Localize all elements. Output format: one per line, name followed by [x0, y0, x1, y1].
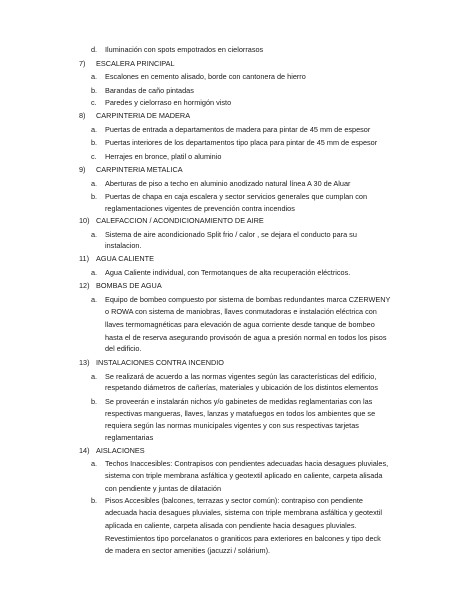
section-number: 14) — [79, 446, 90, 455]
item-marker: a. — [91, 72, 98, 81]
body-line: de madera en sector amenities (jacuzzi / solárium). — [105, 546, 271, 555]
body-line: reglamentaciones vigentes de prevención contra incendios — [105, 204, 295, 213]
body-line: respetando diámetros de cañerías, materiales y ubicación de los distintos elementos — [105, 383, 378, 392]
body-line: Se proveerán e instalarán nichos y/o gabinetes de medidas reglamentarias con las — [105, 397, 373, 406]
body-line: Sistema de aire acondicionado Split frio / calor , se dejara el conducto para su — [105, 230, 357, 239]
item-marker: b. — [91, 192, 98, 201]
body-line: instalacion. — [105, 241, 142, 250]
body-line: hasta el de reserva asegurando provisoón de agua a presión normal en todos los pisos — [105, 333, 387, 342]
body-line: Aberturas de piso a techo en aluminio anodizado natural línea A 30 de Aluar — [105, 179, 351, 188]
body-line: Techos Inaccesibles: Contrapisos con pendientes adecuadas hacia desagues pluviales, — [105, 459, 389, 468]
body-line: adecuada hacia desagues pluviales, sistema con triple membrana asfáltica y geotextil — [105, 508, 383, 517]
body-line: requiera según las normas municipales vigentes y con sus respectivas tarjetas — [105, 421, 359, 430]
item-marker: b. — [91, 86, 98, 95]
body-line: Herrajes en bronce, platil o aluminio — [105, 152, 222, 161]
section-heading: AISLACIONES — [96, 446, 145, 455]
body-line: Paredes y cielorraso en hormigón visto — [105, 98, 232, 107]
section-number: 9) — [79, 165, 86, 174]
body-line: Se realizará de acuerdo a las normas vigentes según las características del edificio, — [105, 372, 377, 381]
body-line: Pisos Accesibles (balcones, terrazas y sector común): contrapiso con pendiente — [105, 496, 363, 505]
item-marker: c. — [91, 152, 97, 161]
section-heading: BOMBAS DE AGUA — [96, 281, 162, 290]
item-marker: b. — [91, 496, 98, 505]
body-line: Iluminación con spots empotrados en cielorrasos — [105, 45, 264, 54]
section-heading: INSTALACIONES CONTRA INCENDIO — [96, 358, 224, 367]
section-heading: CARPINTERIA DE MADERA — [96, 111, 191, 120]
section-number: 11) — [79, 254, 90, 263]
section-number: 13) — [79, 358, 90, 367]
section-number: 10) — [79, 216, 90, 225]
item-marker: a. — [91, 372, 98, 381]
body-line: Agua Caliente individual, con Termotanques de alta recuperación eléctricos. — [105, 268, 351, 277]
item-marker: b. — [91, 138, 98, 147]
section-number: 8) — [79, 111, 86, 120]
body-line: aplicada en caliente, carpeta alisada con pendiente hacia desagues pluviales. — [105, 521, 357, 530]
item-marker: a. — [91, 230, 98, 239]
body-line: llaves termomagnéticas para elevación de agua corriente desde tanque de bombeo — [105, 320, 375, 329]
section-heading: CARPINTERIA METALICA — [96, 165, 183, 174]
body-line: Puertas interiores de los departamentos tipo placa para pintar de 45 mm de espesor — [105, 138, 378, 147]
item-marker: b. — [91, 397, 98, 406]
body-line: Revestimientos tipo porcelanatos o graniticos para exteriores en balcones y tipo deck — [105, 534, 381, 543]
item-marker: a. — [91, 268, 98, 277]
body-line: con pendiente y juntas de dilatación — [105, 484, 222, 493]
body-line: Puertas de entrada a departamentos de madera para pintar de 45 mm de espesor — [105, 125, 371, 134]
item-marker: d. — [91, 45, 98, 54]
item-marker: c. — [91, 98, 97, 107]
item-marker: a. — [91, 179, 98, 188]
body-line: reglamentarias — [105, 433, 154, 442]
body-line: Equipo de bombeo compuesto por sistema de bombas redundantes marca CZERWENY — [105, 295, 391, 304]
section-number: 12) — [79, 281, 90, 290]
body-line: respectivas mangueras, llaves, lanzas y matafuegos en todos los ambientes que se — [105, 409, 376, 418]
item-marker: a. — [91, 295, 98, 304]
body-line: del edificio. — [105, 344, 142, 353]
section-number: 7) — [79, 59, 86, 68]
section-heading: AGUA CALIENTE — [96, 254, 154, 263]
body-line: Escalones en cemento alisado, borde con cantonera de hierro — [105, 72, 306, 81]
section-heading: CALEFACCION / ACONDICIONAMIENTO DE AIRE — [96, 216, 264, 225]
item-marker: a. — [91, 125, 98, 134]
body-line: Puertas de chapa en caja escalera y sector servicios generales que cumplan con — [105, 192, 368, 201]
section-heading: ESCALERA PRINCIPAL — [96, 59, 175, 68]
body-line: sistema con triple membrana asfáltica y geotextil aplicado en caliente, carpeta alisada — [105, 471, 383, 480]
body-line: o ROWA con sistema de maniobras, llaves conmutadoras e instalación eléctrica con — [105, 307, 377, 316]
body-line: Barandas de caño pintadas — [105, 86, 194, 95]
item-marker: a. — [91, 459, 98, 468]
